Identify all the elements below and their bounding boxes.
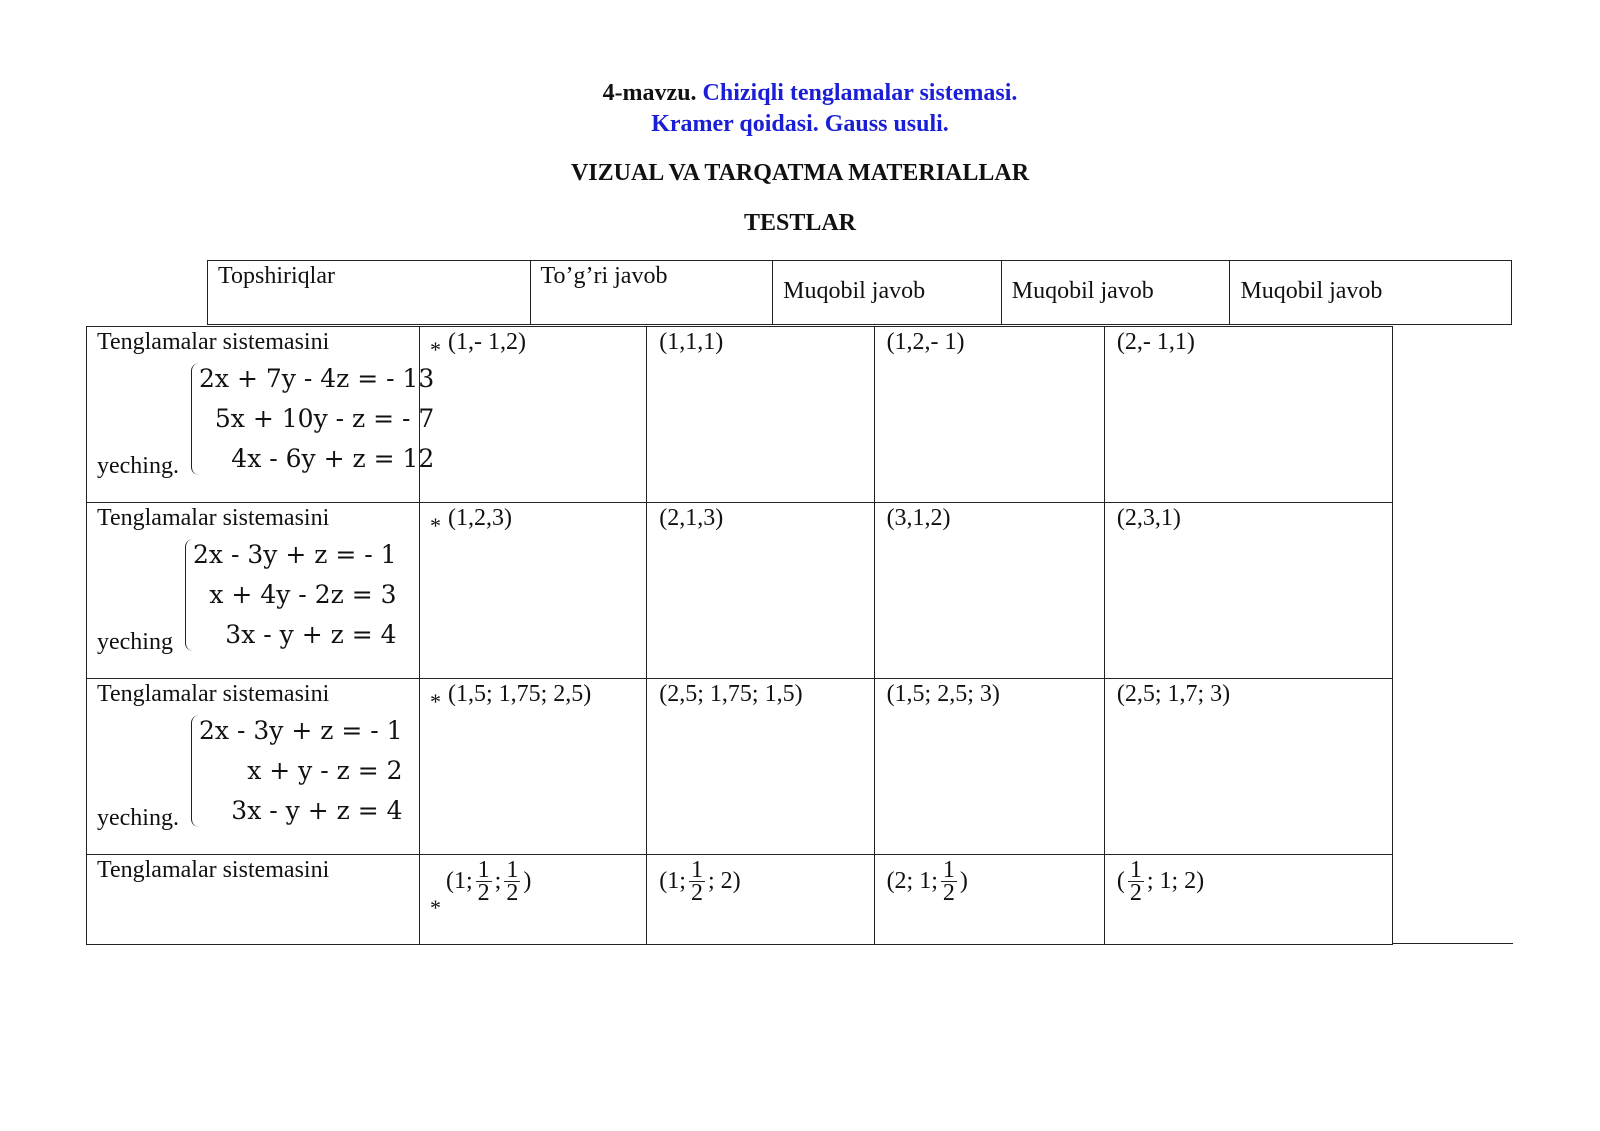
header-cell-alt1 <box>773 261 1002 324</box>
header-cell-alt2 <box>1002 261 1231 324</box>
header-label: To’g’ri javob <box>540 263 668 289</box>
correct-marker: * <box>429 689 441 714</box>
table-row <box>87 855 1393 945</box>
header-cell-tasks <box>208 261 531 324</box>
task-cell <box>87 679 420 855</box>
task-cell <box>87 503 420 679</box>
numerator: 1 <box>942 857 955 883</box>
equation: 2x - 3y + z = - 1 <box>193 540 397 569</box>
correct-marker: * <box>429 895 441 920</box>
numerator: 1 <box>477 857 490 883</box>
alt-answer-cell <box>874 679 1104 855</box>
alt-answer: (3,1,2) <box>886 505 951 531</box>
answer-text: ) <box>959 868 968 894</box>
task-title: Tenglamalar sistemasini <box>97 681 330 707</box>
alt-answer-cell <box>647 855 874 945</box>
correct-answer-cell <box>419 679 646 855</box>
table-row <box>87 327 1393 503</box>
answer-text: (2; 1; <box>886 868 938 894</box>
equation: x + y - z = 2 <box>247 756 403 785</box>
equation: 4x - 6y + z = 12 <box>231 444 435 473</box>
fraction <box>689 859 705 904</box>
table-row <box>87 679 1393 855</box>
numerator: 1 <box>506 857 519 883</box>
header-cell-alt3 <box>1230 261 1511 324</box>
correct-answer-cell <box>419 855 646 945</box>
equation: 3x - y + z = 4 <box>225 620 397 649</box>
denominator: 2 <box>477 880 490 906</box>
answer-text: ; 2) <box>707 868 741 894</box>
correct-answer: (1,5; 1,75; 2,5) <box>447 681 592 707</box>
alt-answer-cell <box>647 327 874 503</box>
correct-marker: * <box>429 337 441 362</box>
fraction <box>941 859 957 904</box>
equation-system <box>199 711 403 831</box>
topic-title-line2: Kramer qoidasi. Gauss usuli. <box>651 111 949 137</box>
alt-answer: (1,2,- 1) <box>886 329 965 355</box>
correct-answer <box>446 859 531 904</box>
alt-answer: (2,5; 1,75; 1,5) <box>659 681 803 707</box>
answer-text: (1; <box>445 868 473 894</box>
brace <box>191 715 200 827</box>
correct-marker: * <box>429 513 441 538</box>
task-tail: yeching <box>97 629 173 655</box>
correct-answer-cell <box>419 503 646 679</box>
task-cell <box>87 855 420 945</box>
alt-answer-cell <box>1104 327 1392 503</box>
equation: 5x + 10y - z = - 7 <box>214 404 435 433</box>
table-row <box>87 503 1393 679</box>
equation-system <box>193 535 397 655</box>
numerator: 1 <box>690 857 703 883</box>
header-label: Muqobil javob <box>783 278 926 304</box>
alt-answer-cell <box>647 503 874 679</box>
alt-answer: (1,1,1) <box>659 329 724 355</box>
task-title: Tenglamalar sistemasini <box>97 857 330 883</box>
alt-answer-cell <box>1104 855 1392 945</box>
alt-answer: (2,- 1,1) <box>1116 329 1195 355</box>
alt-answer <box>1117 859 1204 904</box>
correct-answer: (1,2,3) <box>447 505 512 531</box>
equation: x + 4y - 2z = 3 <box>209 580 397 609</box>
fraction <box>504 859 520 904</box>
alt-answer-cell <box>874 327 1104 503</box>
alt-answer: (1,5; 2,5; 3) <box>886 681 1000 707</box>
header-label: Muqobil javob <box>1011 278 1154 304</box>
alt-answer <box>887 859 968 904</box>
tests-table <box>86 326 1393 945</box>
alt-answer: (2,1,3) <box>659 505 724 531</box>
alt-answer-cell <box>1104 679 1392 855</box>
task-title: Tenglamalar sistemasini <box>97 329 330 355</box>
task-tail: yeching. <box>97 805 179 831</box>
answer-text: ) <box>523 868 532 894</box>
numerator: 1 <box>1129 857 1142 883</box>
table-header <box>207 260 1512 325</box>
denominator: 2 <box>1129 880 1142 906</box>
task-cell <box>87 327 435 503</box>
header-label: Muqobil javob <box>1240 278 1383 304</box>
task-tail: yeching. <box>97 453 179 479</box>
fraction <box>1128 859 1144 904</box>
alt-answer-cell <box>1104 503 1392 679</box>
table-trailing-rule <box>1393 943 1513 944</box>
correct-answer-cell <box>419 327 646 503</box>
denominator: 2 <box>690 880 703 906</box>
answer-text: ; 1; 2) <box>1146 868 1205 894</box>
correct-answer: (1,- 1,2) <box>447 329 526 355</box>
brace <box>185 539 194 651</box>
equation-system <box>199 359 434 479</box>
task-title: Tenglamalar sistemasini <box>97 505 330 531</box>
brace <box>191 363 200 475</box>
section-heading-tests: TESTLAR <box>743 210 857 236</box>
topic-prefix: 4-mavzu. <box>602 80 697 106</box>
denominator: 2 <box>942 880 955 906</box>
alt-answer <box>659 859 740 904</box>
topic-title-line1 <box>0 80 1600 107</box>
section-heading-visual: VIZUAL VA TARQATMA MATERIALLAR <box>570 160 1030 186</box>
answer-text: ( <box>1116 868 1125 894</box>
alt-answer-cell <box>874 855 1104 945</box>
equation: 2x - 3y + z = - 1 <box>199 716 403 745</box>
answer-text: ; <box>494 868 502 894</box>
topic-name: Chiziqli tenglamalar sistemasi. <box>702 80 1018 106</box>
fraction <box>476 859 492 904</box>
header-label: Topshiriqlar <box>218 263 335 289</box>
alt-answer: (2,3,1) <box>1116 505 1181 531</box>
header-cell-correct <box>531 261 774 324</box>
alt-answer: (2,5; 1,7; 3) <box>1116 681 1231 707</box>
equation: 2x + 7y - 4z = - 13 <box>199 364 435 393</box>
alt-answer-cell <box>874 503 1104 679</box>
denominator: 2 <box>506 880 519 906</box>
equation: 3x - y + z = 4 <box>231 796 403 825</box>
answer-text: (1; <box>659 868 686 894</box>
alt-answer-cell <box>647 679 874 855</box>
